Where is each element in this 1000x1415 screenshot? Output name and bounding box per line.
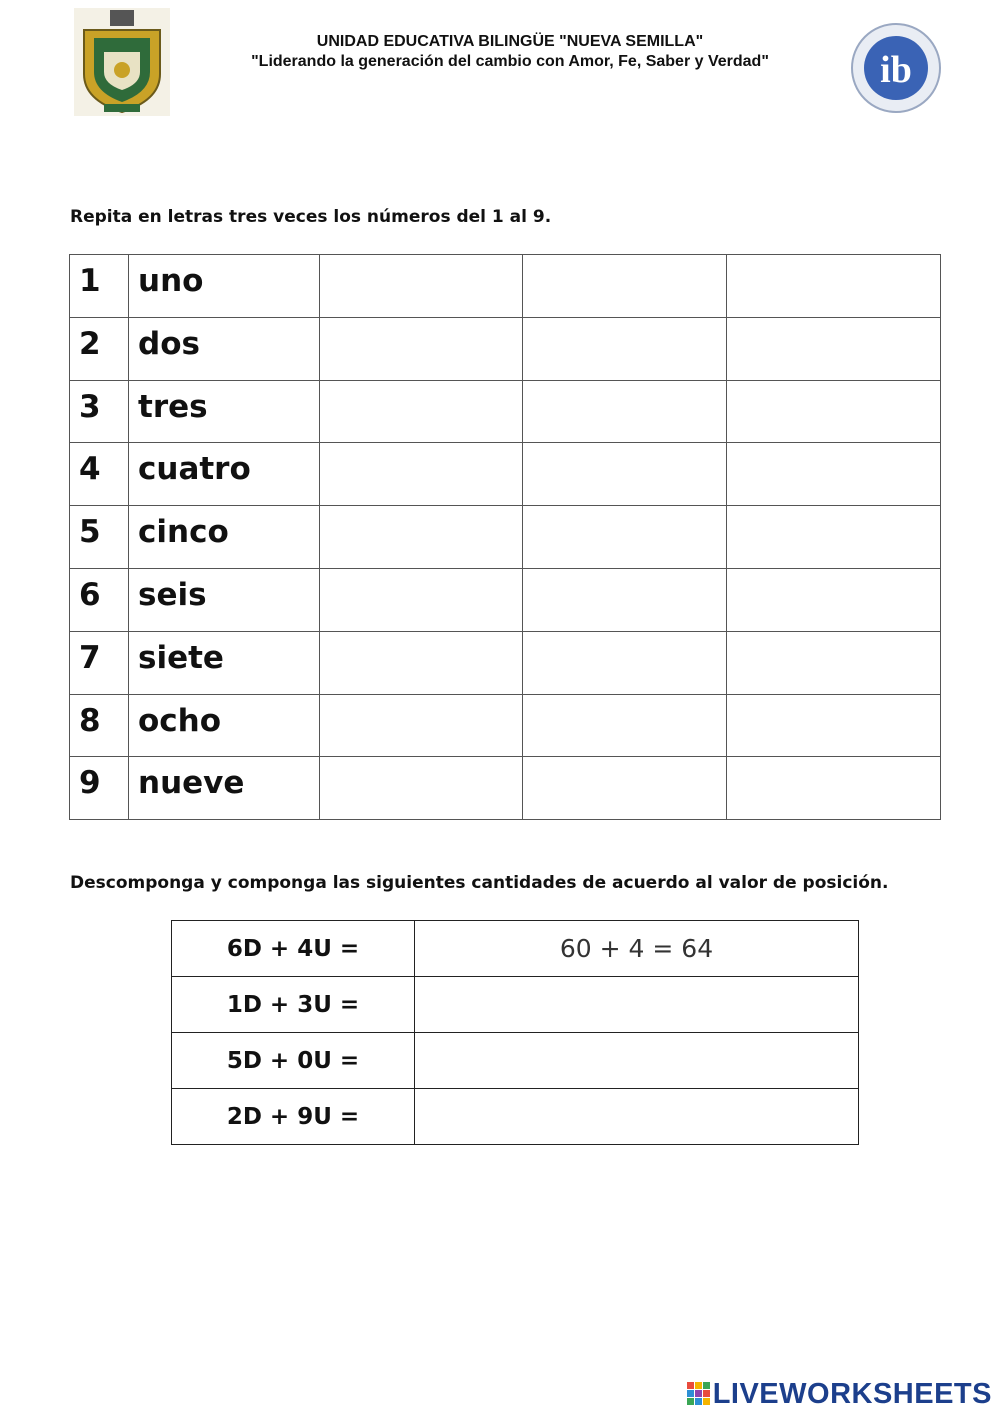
- number-cell: 6: [70, 568, 129, 631]
- place-value-table: [171, 920, 859, 1145]
- table-row: [172, 1033, 859, 1089]
- blank-write-cell[interactable]: [320, 694, 523, 757]
- blank-write-cell[interactable]: [727, 757, 941, 820]
- expression-cell: 2D + 9U =: [172, 1089, 415, 1145]
- word-cell: uno: [129, 255, 320, 318]
- answer-cell[interactable]: [415, 1033, 859, 1089]
- ib-logo: [850, 22, 942, 114]
- table-row: [70, 757, 941, 820]
- table-row: [70, 631, 941, 694]
- instruction-place-value: Descomponga y componga las siguientes cantidades de acuerdo al valor de posición.: [70, 873, 889, 893]
- blank-write-cell[interactable]: [727, 568, 941, 631]
- table-row: [70, 694, 941, 757]
- blank-write-cell[interactable]: [523, 506, 727, 569]
- answer-cell[interactable]: [415, 1089, 859, 1145]
- school-crest-logo: [74, 8, 170, 116]
- blank-write-cell[interactable]: [523, 568, 727, 631]
- table-row: [70, 443, 941, 506]
- blank-write-cell[interactable]: [320, 506, 523, 569]
- blank-write-cell[interactable]: [727, 694, 941, 757]
- blank-write-cell[interactable]: [523, 255, 727, 318]
- liveworksheets-brand: [687, 1378, 992, 1410]
- blank-write-cell[interactable]: [523, 317, 727, 380]
- ib-logo-text: ib: [880, 49, 912, 91]
- number-cell: 4: [70, 443, 129, 506]
- table-row: [70, 380, 941, 443]
- blank-write-cell[interactable]: [727, 631, 941, 694]
- blank-write-cell[interactable]: [523, 443, 727, 506]
- table-row: [172, 977, 859, 1033]
- word-cell: seis: [129, 568, 320, 631]
- answer-cell[interactable]: 60 + 4 = 64: [415, 921, 859, 977]
- school-motto: "Liderando la generación del cambio con Amor, Fe, Saber y Verdad": [251, 53, 769, 70]
- word-cell: nueve: [129, 757, 320, 820]
- blank-write-cell[interactable]: [727, 255, 941, 318]
- number-cell: 5: [70, 506, 129, 569]
- word-cell: cinco: [129, 506, 320, 569]
- blank-write-cell[interactable]: [320, 255, 523, 318]
- blank-write-cell[interactable]: [320, 380, 523, 443]
- blank-write-cell[interactable]: [523, 380, 727, 443]
- blank-write-cell[interactable]: [523, 631, 727, 694]
- liveworksheets-brand-text: LIVEWORKSHEETS: [712, 1377, 992, 1410]
- number-cell: 9: [70, 757, 129, 820]
- number-cell: 3: [70, 380, 129, 443]
- blank-write-cell[interactable]: [523, 757, 727, 820]
- school-name: UNIDAD EDUCATIVA BILINGÜE "NUEVA SEMILLA": [316, 33, 704, 50]
- number-cell: 7: [70, 631, 129, 694]
- school-header: [170, 32, 850, 72]
- blank-write-cell[interactable]: [523, 694, 727, 757]
- blank-write-cell[interactable]: [320, 568, 523, 631]
- word-cell: siete: [129, 631, 320, 694]
- expression-cell: 6D + 4U =: [172, 921, 415, 977]
- blank-write-cell[interactable]: [727, 317, 941, 380]
- table-row: [70, 317, 941, 380]
- liveworksheets-logo-icon: [687, 1382, 711, 1406]
- answer-cell[interactable]: [415, 977, 859, 1033]
- expression-cell: 5D + 0U =: [172, 1033, 415, 1089]
- blank-write-cell[interactable]: [727, 443, 941, 506]
- word-cell: cuatro: [129, 443, 320, 506]
- table-row: [70, 568, 941, 631]
- expression-cell: 1D + 3U =: [172, 977, 415, 1033]
- table-row: [70, 506, 941, 569]
- table-row: [70, 255, 941, 318]
- instruction-repeat-numbers: Repita en letras tres veces los números del 1 al 9.: [70, 207, 552, 227]
- table-row: [172, 1089, 859, 1145]
- table-row: [172, 921, 859, 977]
- blank-write-cell[interactable]: [320, 631, 523, 694]
- word-cell: tres: [129, 380, 320, 443]
- number-cell: 2: [70, 317, 129, 380]
- word-cell: dos: [129, 317, 320, 380]
- blank-write-cell[interactable]: [320, 443, 523, 506]
- word-cell: ocho: [129, 694, 320, 757]
- number-cell: 1: [70, 255, 129, 318]
- blank-write-cell[interactable]: [320, 757, 523, 820]
- number-cell: 8: [70, 694, 129, 757]
- blank-write-cell[interactable]: [320, 317, 523, 380]
- numbers-writing-table: [69, 254, 941, 820]
- blank-write-cell[interactable]: [727, 380, 941, 443]
- blank-write-cell[interactable]: [727, 506, 941, 569]
